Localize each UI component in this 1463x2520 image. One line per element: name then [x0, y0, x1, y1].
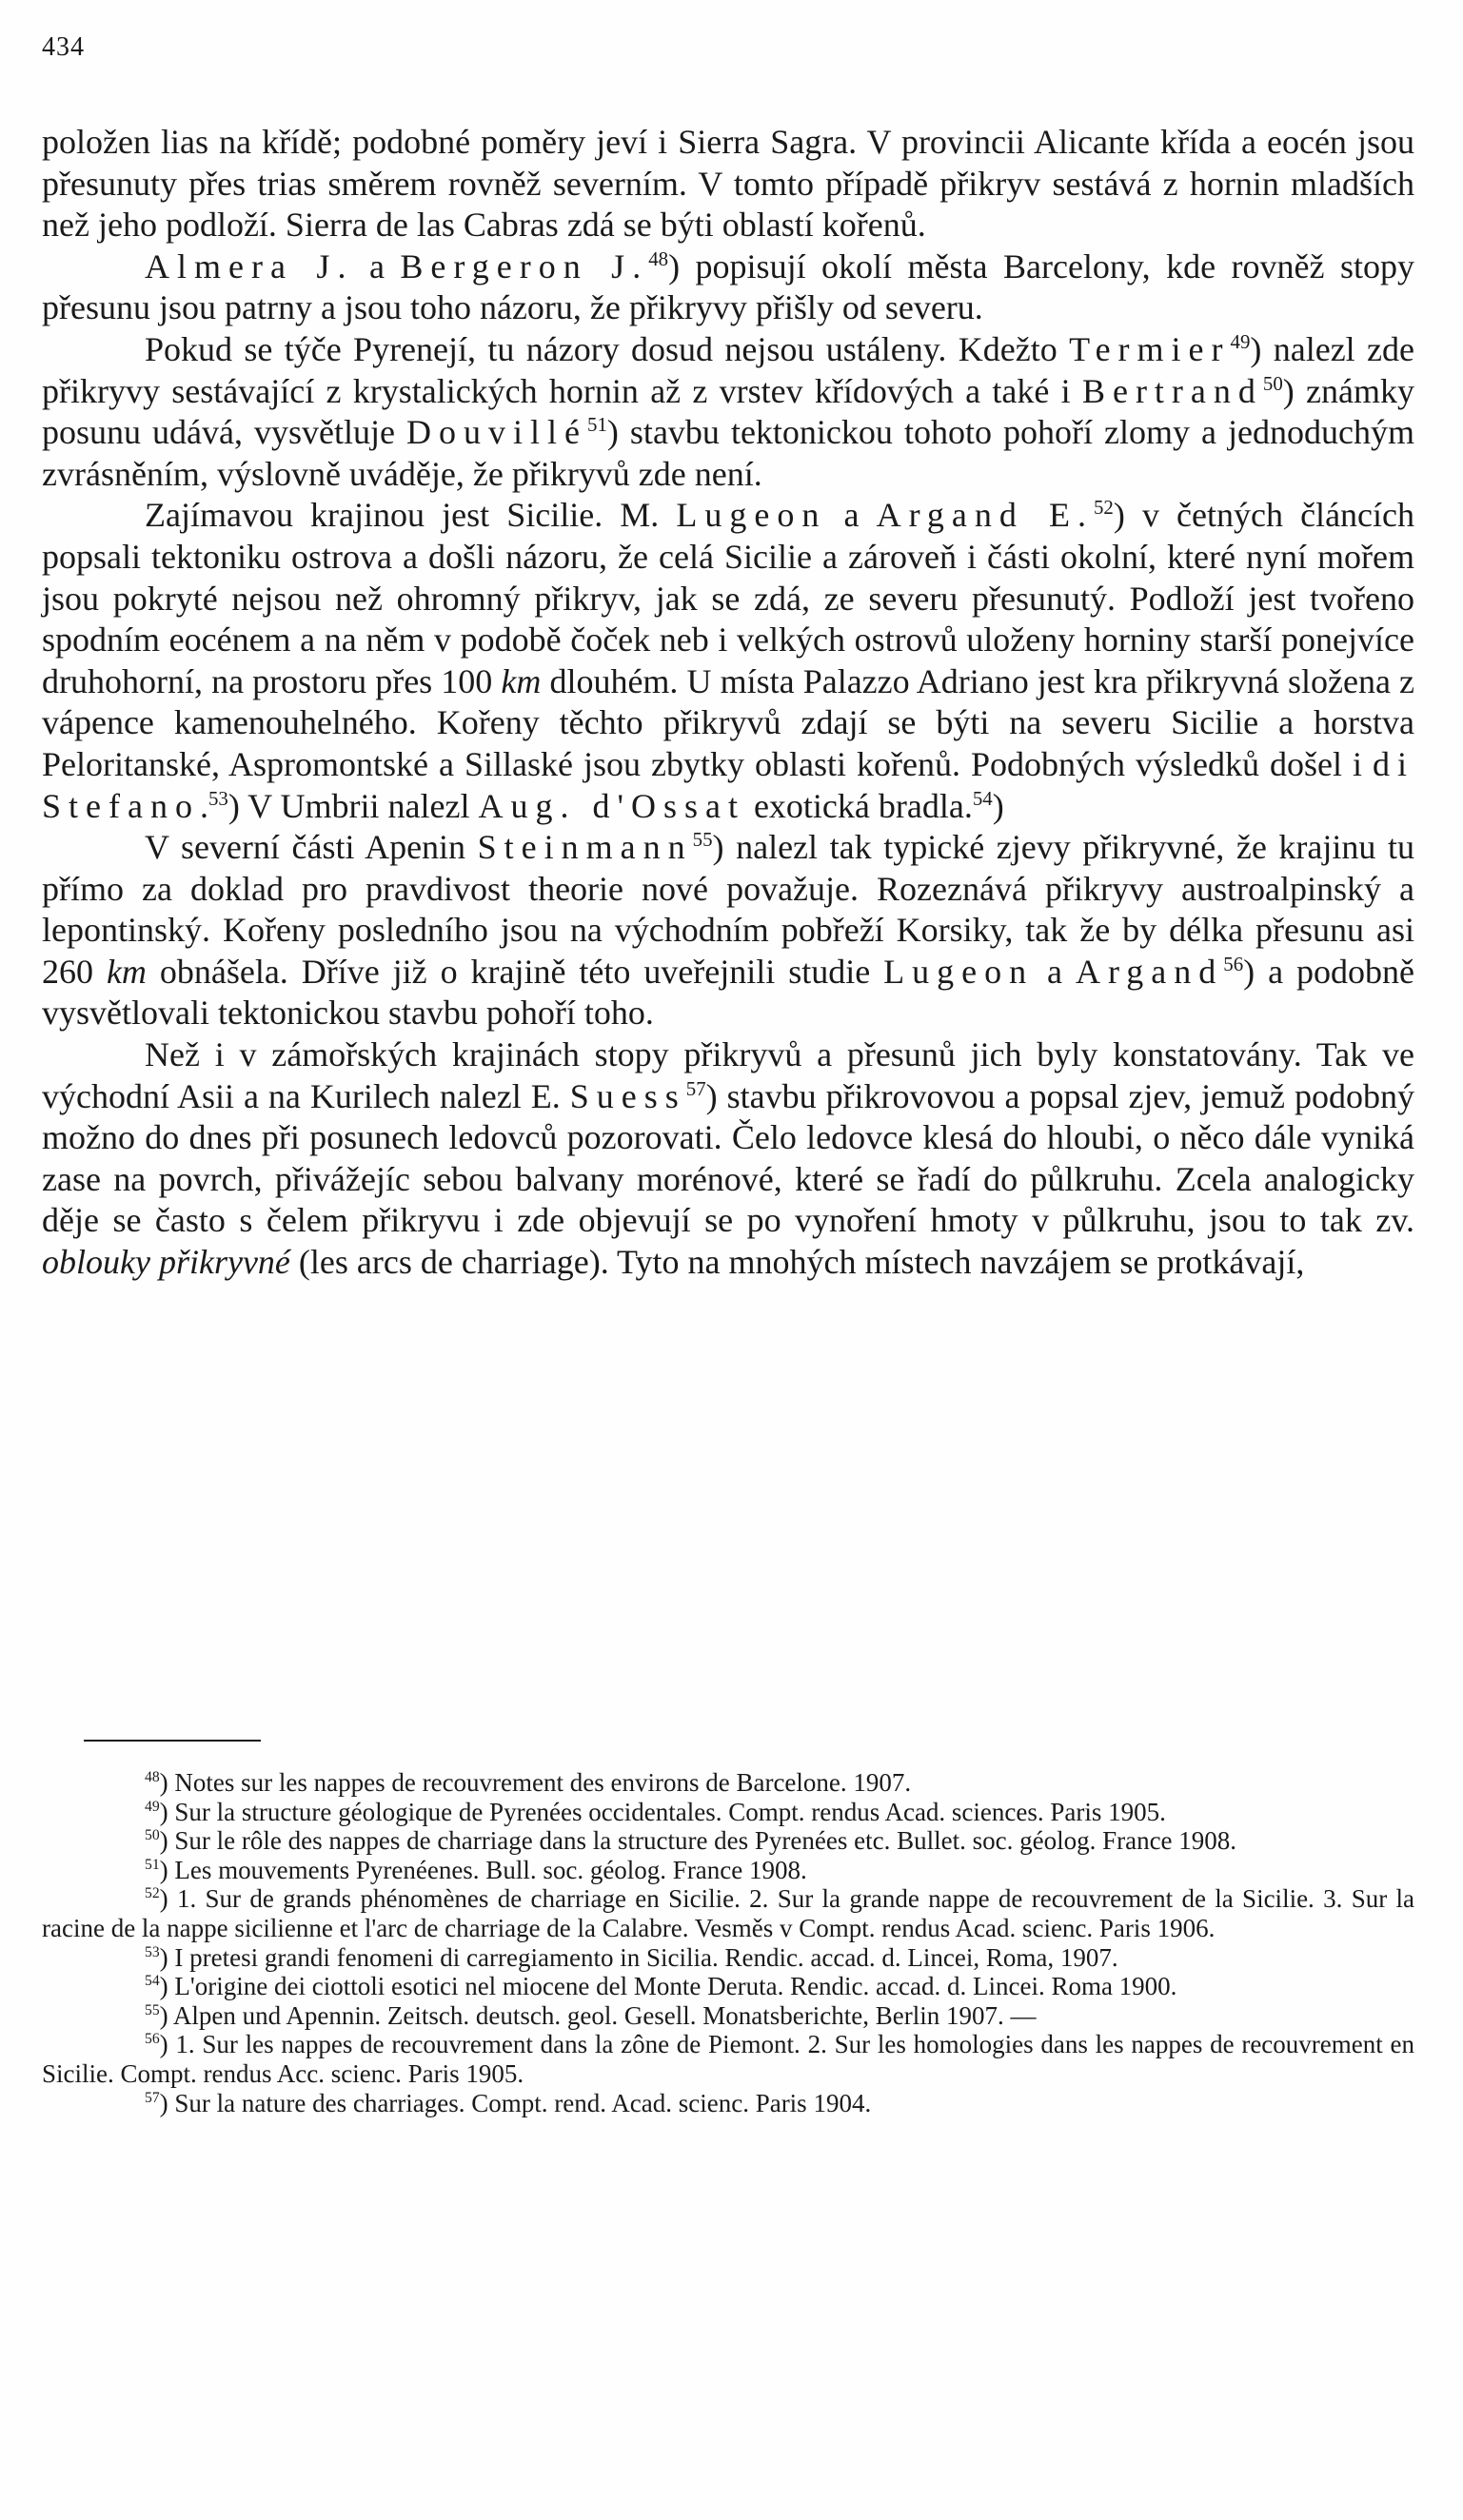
text-run: a: [826, 496, 877, 535]
footnote-reference: 51: [587, 413, 607, 437]
body-paragraph: [42, 329, 1414, 495]
footnote-reference: 49: [1230, 329, 1251, 353]
author-name: Douvillé: [406, 413, 588, 452]
footnote-text: ) Alpen und Apennin. Zeitsch. deutsch. geol. Gesell. Monatsberichte, Berlin 1907. —: [159, 2000, 1037, 2030]
body-text: [42, 122, 1414, 1284]
text-run: ) popisují okolí města Barcelony, kde rovněž stopy přesunu jsou patrny a jsou toho názoru, že přikryvy přišly od severu.: [42, 246, 1414, 327]
footnote: [42, 1768, 1414, 1798]
author-name: Steinmann: [477, 828, 693, 867]
footnote-text: ) L'origine dei ciottoli esotici nel miocene del Monte Deruta. Rendic. accad. d. Lincei. Roma 1900.: [159, 1972, 1177, 2001]
footnote: [42, 2089, 1414, 2118]
footnote-text: ) 1. Sur les nappes de recouvrement dans la zône de Piemont. 2. Sur les homologies dans les nappes de recouvrement en Sicilie. Compt. rendus Acc. scienc. Paris 1905.: [42, 2030, 1414, 2088]
footnote-number: 52: [145, 1885, 160, 1902]
footnote-number: 53: [145, 1943, 160, 1960]
text-run: V severní části Apenin: [145, 828, 478, 867]
footnote-number: 51: [145, 1856, 160, 1873]
body-paragraph: [42, 495, 1414, 827]
footnote-number: 48: [145, 1769, 160, 1785]
footnote: [42, 1798, 1414, 1827]
footnote-text: ) Sur la structure géologique de Pyrenées occidentales. Compt. rendus Acad. sciences. Paris 1905.: [159, 1797, 1166, 1826]
text-run: ): [992, 786, 1004, 825]
author-name: Aug. d'Ossat: [478, 786, 745, 825]
footnote-text: ) Notes sur les nappes de recouvrement des environs de Barcelone. 1907.: [159, 1768, 912, 1797]
italic-term: km: [106, 952, 147, 991]
author-name: Termier: [1069, 329, 1231, 368]
text-run: obnášela. Dříve již o krajině této uveřejnili studie: [146, 952, 884, 991]
footnote: [42, 1972, 1414, 2001]
footnote: [42, 1856, 1414, 1885]
text-run: ) známky posunu udává, vysvětluje: [42, 371, 1415, 452]
text-run: ) V Umbrii nalezl: [227, 786, 479, 825]
footnote-text: ) Sur le rôle des nappes de charriage dans la structure des Pyrenées etc. Bullet. soc. géolog. France 1908.: [159, 1826, 1237, 1856]
page-number: 434: [42, 32, 85, 62]
text-run: dlouhém. U místa Palazzo Adriano jest kra přikryvná složena z vápence kamenouhelného. Kořeny těchto přikryvů zdají se býti na severu Sicilie a horstva Peloritanské, Aspromontské a Sillaské jsou zbytky oblasti kořenů. Podobných výsledků došel i: [42, 661, 1414, 783]
footnote: [42, 1826, 1414, 1856]
text-run: ) a podobně vysvětlovali tektonickou stavbu pohoří toho.: [42, 952, 1414, 1033]
italic-term: km: [501, 661, 542, 700]
italic-term: oblouky přikryvné: [42, 1243, 290, 1282]
text-run: a: [353, 246, 401, 285]
text-run: ) nalezl zde přikryvy sestávající z krystalických hornin až z vrstev křídových a také i: [42, 329, 1414, 410]
footnote-reference: 57: [685, 1076, 706, 1100]
body-paragraph: [42, 246, 1414, 329]
footnote-reference: 54: [972, 786, 993, 810]
text-run: Zajímavou krajinou jest Sicilie. M.: [145, 496, 677, 535]
text-run: ) nalezl tak typické zjevy přikryvné, že krajinu tu přímo za doklad pro pravdivost theorie nové považuje. Rozeznává přikryvy austroalpinský a lepontinský. Kořeny posledního jsou na východním pobřeží Korsiky, tak že by délka přesunu asi 260: [42, 828, 1414, 991]
footnote-separator: [84, 1740, 261, 1742]
author-name: Argand: [1075, 952, 1224, 991]
text-run: (les arcs de charriage). Tyto na mnohých místech navzájem se protkávají,: [289, 1243, 1305, 1282]
text-run: exotická bradla.: [744, 786, 973, 825]
footnote-reference: 53: [208, 786, 228, 810]
footnote-text: ) 1. Sur de grands phénomènes de charriage en Sicilie. 2. Sur la grande nappe de recouvrement de la Sicilie. 3. Sur la racine de la nappe sicilienne et l'arc de charriage de la Calabre. Vesměs v Compt. rendus Acad. scienc. Paris 1906.: [42, 1884, 1414, 1942]
text-run: .: [199, 786, 208, 825]
footnote-reference: 55: [692, 828, 713, 852]
footnote: [42, 1943, 1414, 1973]
author-name: Lugeon: [883, 952, 1035, 991]
body-paragraph: [42, 122, 1414, 246]
footnote-reference: 48: [648, 246, 669, 270]
footnote-reference: 52: [1093, 496, 1114, 520]
footnote-number: 54: [145, 1973, 160, 1990]
footnote-text: ) Sur la nature des charriages. Compt. rend. Acad. scienc. Paris 1904.: [159, 2088, 872, 2117]
text-run: Než i v zámořských krajinách stopy přikryvů a přesunů jich byly konstatovány. Tak ve východní Asii a na Kurilech nalezl E.: [42, 1035, 1414, 1115]
text-run: a: [1034, 952, 1076, 991]
author-name: Bertrand: [1081, 371, 1263, 410]
author-name: Almera J.: [145, 246, 354, 285]
text-run: položen lias na křídě; podobné poměry jeví i Sierra Sagra. V provincii Alicante křída a eocén jsou přesunuty přes trias směrem rovněž severním. V tomto případě přikryv sestává z hornin mladších než jeho podloží. Sierra de las Cabras zdá se býti oblastí kořenů.: [42, 123, 1414, 245]
body-paragraph: [42, 827, 1414, 1034]
footnote: [42, 2030, 1414, 2088]
author-name: Argand E.: [876, 496, 1094, 535]
footnote-number: 57: [145, 2089, 160, 2106]
footnote-text: ) Les mouvements Pyrenéenes. Bull. soc. géolog. France 1908.: [159, 1855, 807, 1884]
footnote-text: ) I pretesi grandi fenomeni di carregiamento in Sicilia. Rendic. accad. d. Lincei, Roma, 1907.: [159, 1942, 1118, 1972]
footnote: [42, 1884, 1414, 1942]
text-run: Pokud se týče Pyrenejí, tu názory dosud nejsou ustáleny. Kdežto: [145, 329, 1070, 368]
author-name: Suess: [569, 1076, 686, 1115]
text-run: ) stavbu přikrovovou a popsal zjev, jemuž podobný možno do dnes při posunech ledovců pozorovati. Čelo ledovce klesá do hloubi, o něco dále vyniká zase na povrch, přivážejíc sebou balvany morénové, které se řadí do půlkruhu. Zcela analogicky děje se často s čelem přikryvu i zde objevují se po vynoření hmoty v půlkruhu, jsou to tak zv.: [42, 1076, 1415, 1240]
footnote-number: 55: [145, 2001, 160, 2018]
footnote-number: 50: [145, 1827, 160, 1844]
author-name: Lugeon: [676, 496, 827, 535]
footnote-number: 49: [145, 1798, 160, 1815]
footnotes: [42, 1768, 1414, 2117]
footnote-reference: 50: [1262, 371, 1283, 395]
author-name: Bergeron J.: [400, 246, 649, 285]
footnote-reference: 56: [1223, 952, 1244, 975]
footnote: [42, 2001, 1414, 2031]
text-run: ) stavbu tektonickou tohoto pohoří zlomy a jednoduchým zvrásněním, výslovně uváděje, že přikryvů zde není.: [42, 413, 1414, 493]
body-paragraph: [42, 1034, 1414, 1284]
author-name: di Stefano: [42, 744, 1414, 825]
text-run: ) v četných článcích popsali tektoniku ostrova a došli názoru, že celá Sicilie a zároveň i části okolní, které nyní mořem jsou pokryté nejsou než ohromný přikryv, jak se zdá, ze severu přesunutý. Podloží jest tvořeno spodním eocénem a na něm v podobě čoček neb i velkých ostrovů uloženy horniny starší ponejvíce druhohorní, na prostoru přes 100: [42, 496, 1415, 700]
footnote-number: 56: [145, 2031, 160, 2048]
